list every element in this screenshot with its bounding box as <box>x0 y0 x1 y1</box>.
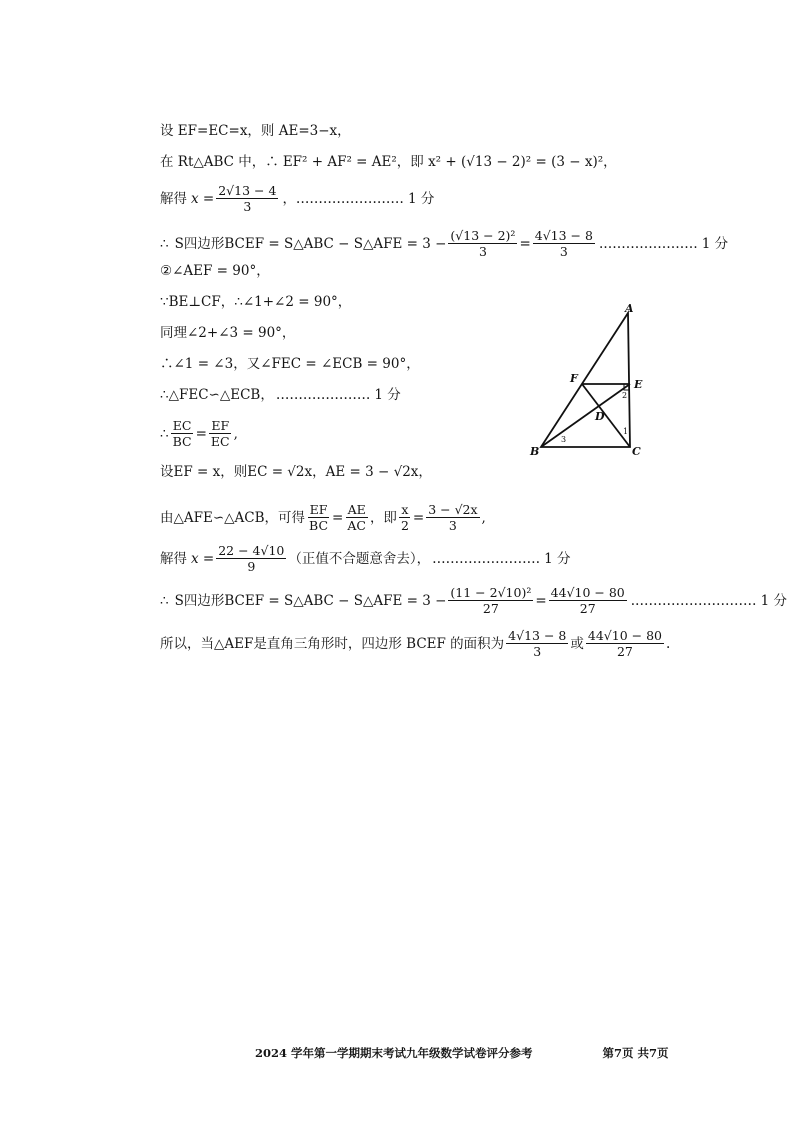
page-footer <box>255 1045 669 1061</box>
angle-2-label: 2 <box>622 391 628 400</box>
line-5: ②∠AEF = 90°， <box>160 263 270 279</box>
geometry-figure <box>525 300 655 465</box>
angle-1-label: 1 <box>623 427 629 436</box>
point-b-label: B <box>530 445 540 458</box>
point-f-label: F <box>570 372 578 385</box>
point-c-label: C <box>632 445 641 458</box>
line-14: ∴ S四边形BCEF = S△ABC − S△AFE = 3 − $\frac{\text{(11 − 2√10)²}}{27}$ = $\frac{44√10 - 80}{27}$ .……………………… 1 分 <box>160 585 787 616</box>
angle-3-label: 3 <box>561 435 567 444</box>
line-15: 所以，当△AEF是直角三角形时，四边形 BCEF 的面积为 $\frac{4√13 - 8}{3}$ 或 $\frac{44√10 - 80}{27}$ . <box>160 628 671 659</box>
segment-be <box>541 384 630 447</box>
point-d-label: D <box>595 410 605 423</box>
line-9: ∴△FEC∽△ECB， ………………… 1 分 <box>160 387 401 403</box>
line-12: 由△AFE∽△ACB，可得 $\frac{EF}{BC}$ = $\frac{AE}{AC}$ ，即 $\frac{x}{2}$ = $\frac{3 - √2x}{3}$ , <box>160 502 486 533</box>
line-6: ∵BE⊥CF，∴∠1+∠2 = 90°， <box>160 294 352 310</box>
triangle-abc <box>541 313 630 447</box>
footer-page-number: 第7页 共7页 <box>602 1046 669 1060</box>
point-e-label: E <box>634 378 643 391</box>
line-7: 同理∠2+∠3 = 90°， <box>160 325 296 341</box>
line-4: ∴ S四边形BCEF = S△ABC − S△AFE = 3 − $\frac{\text{(√13 − 2)²}}{3}$ = $\frac{4√13 - 8}{3}$ .………………… 1 分 <box>160 228 729 259</box>
line-8: ∴∠1 = ∠3，又∠FEC = ∠ECB = 90°， <box>160 356 420 372</box>
line-13: 解得 x = $\frac{22 - 4√10}{9}$ （正值不合题意舍去）， …………………… 1 分 <box>160 543 571 574</box>
line-1: 设 EF=EC=x，则 AE=3−x， <box>160 123 351 139</box>
line-2: 在 Rt△ABC 中，∴ EF² + AF² = AE²，即 x² + (√13 − 2)² = (3 − x)²， <box>160 154 617 170</box>
line-11: 设EF = x，则EC = √2x，AE = 3 − √2x， <box>160 464 432 480</box>
fraction: $\frac{2√13 - 4}{3}$ <box>218 183 277 214</box>
line-10: ∴ $\frac{EC}{BC}$ = $\frac{EF}{EC}$ , <box>160 418 238 449</box>
point-a-label: A <box>625 302 634 315</box>
footer-title: 2024 学年第一学期期末考试九年级数学试卷评分参考 <box>255 1046 533 1060</box>
line-3: 解得 x = $\frac{2√13 - 4}{3}$ ，…………………… 1 分 <box>160 183 435 214</box>
